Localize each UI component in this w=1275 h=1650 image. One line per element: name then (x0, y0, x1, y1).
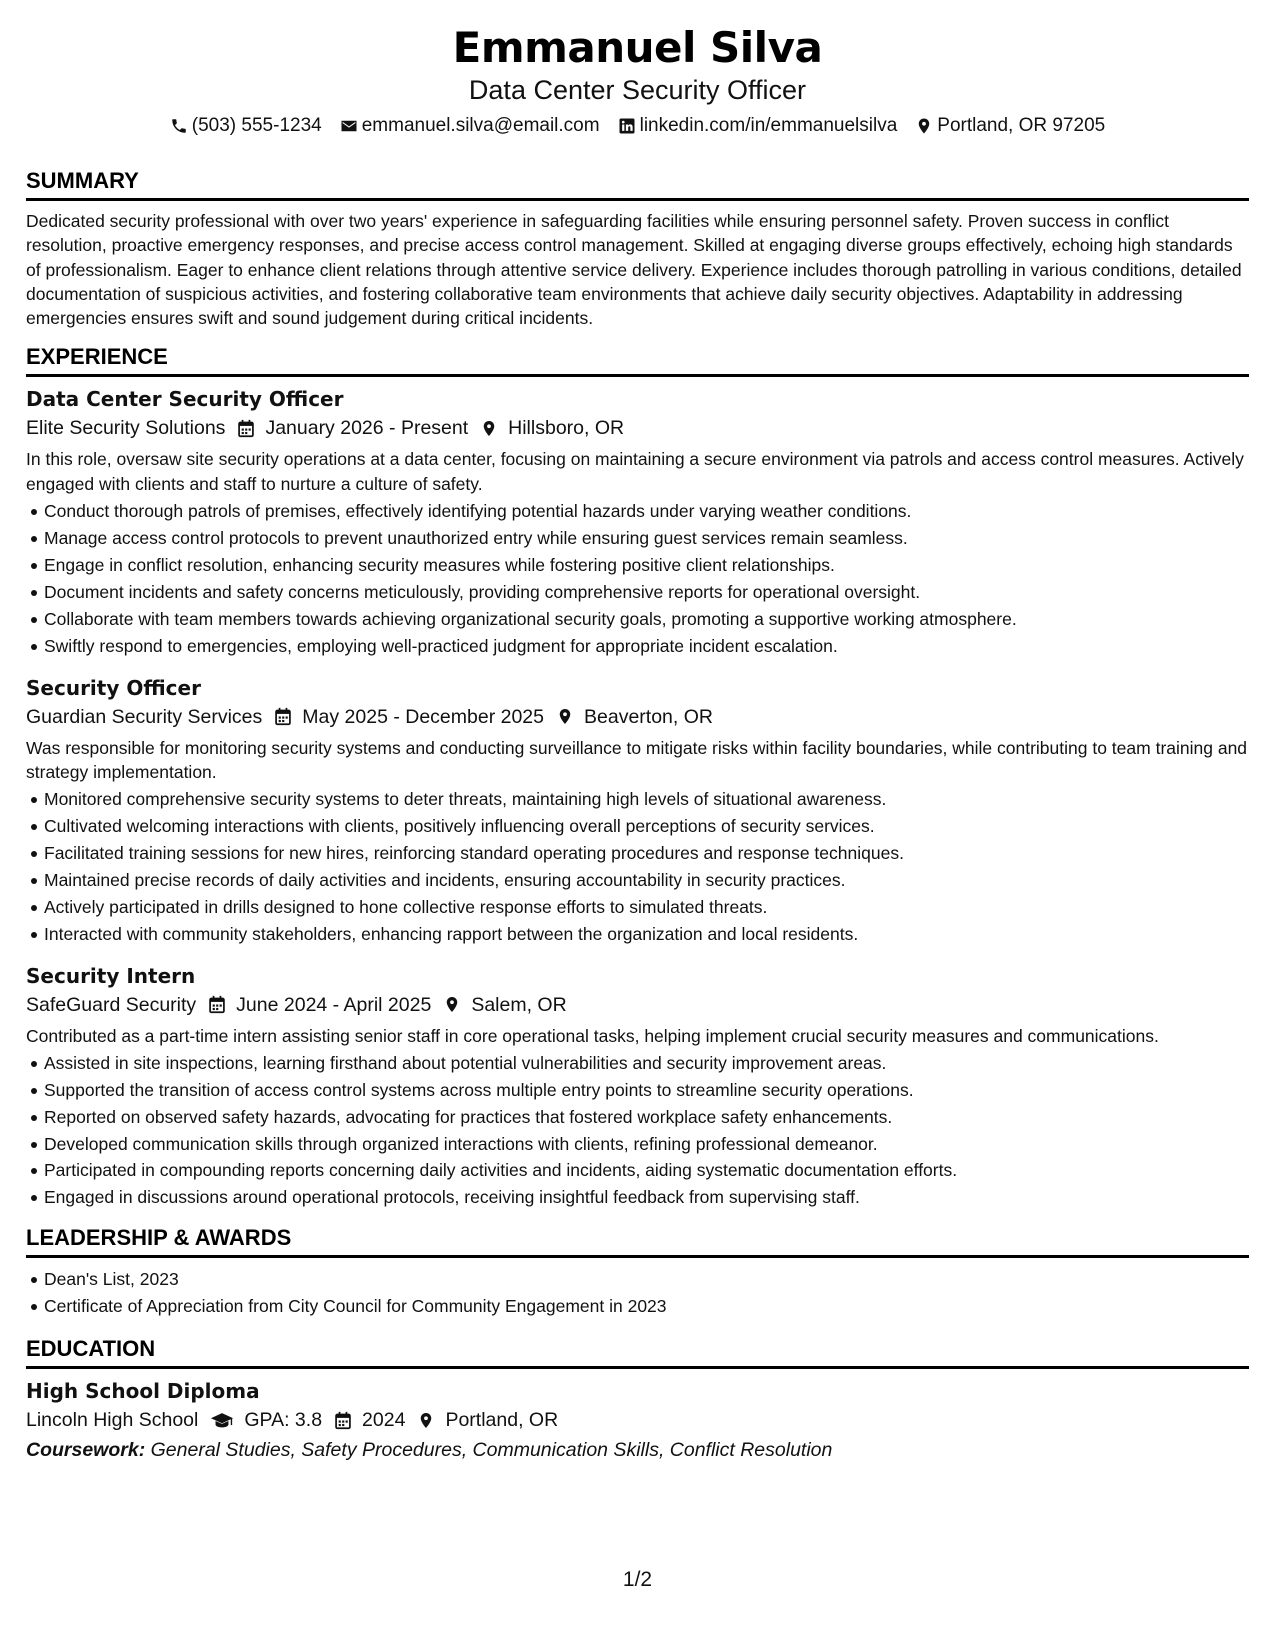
education-meta (26, 1405, 1249, 1435)
list-item: Maintained precise records of daily activities and incidents, ensuring accountability in security practices. (26, 867, 1249, 894)
summary-section (26, 168, 1249, 330)
job-dates: May 2025 - December 2025 (302, 705, 544, 728)
map-pin-icon (480, 419, 498, 438)
list-item: Facilitated training sessions for new hires, reinforcing standard operating procedures and response techniques. (26, 840, 1249, 867)
job-company: Elite Security Solutions (26, 417, 226, 440)
location-text: Portland, OR 97205 (937, 115, 1106, 136)
experience-section (26, 344, 1249, 1211)
contact-phone[interactable] (170, 114, 322, 138)
job-company: SafeGuard Security (26, 993, 197, 1016)
phone-text: (503) 555-1234 (191, 115, 322, 136)
map-pin-icon (915, 117, 933, 135)
list-item: Developed communication skills through organized interactions with clients, refining professional demeanor. (26, 1131, 1249, 1158)
contact-email[interactable] (340, 114, 600, 138)
map-pin-icon (417, 1411, 435, 1430)
list-item: Certificate of Appreciation from City Council for Community Engagement in 2023 (26, 1293, 1249, 1320)
job-title: Security Officer (26, 675, 201, 700)
coursework-label: Coursework: (26, 1439, 146, 1462)
list-item: Reported on observed safety hazards, advocating for practices that fostered workplace safety enhancements. (26, 1104, 1249, 1131)
list-item: Document incidents and safety concerns meticulously, providing comprehensive reports for operational oversight. (26, 579, 1249, 606)
list-item: Conduct thorough patrols of premises, effectively identifying potential hazards under varying weather conditions. (26, 498, 1249, 525)
list-item: Swiftly respond to emergencies, employing well-practiced judgment for appropriate incident escalation. (26, 633, 1249, 660)
job-description: In this role, oversaw site security operations at a data center, focusing on maintaining a secure environment via patrols and access control measures. Actively engaged with clients and staff to nurture a culture of safety. (26, 449, 1244, 494)
phone-icon (170, 117, 188, 135)
list-item: Engaged in discussions around operational protocols, receiving insightful feedback from supervising staff. (26, 1184, 1249, 1211)
job-location: Salem, OR (471, 993, 567, 1016)
job-meta (26, 702, 1249, 732)
job-meta (26, 990, 1249, 1020)
map-pin-icon (556, 707, 574, 726)
education-heading: EDUCATION (26, 1336, 1249, 1369)
envelope-icon (340, 117, 358, 135)
job-meta (26, 413, 1249, 443)
job-company: Guardian Security Services (26, 705, 263, 728)
list-item: Interacted with community stakeholders, enhancing rapport between the organization and local residents. (26, 921, 1249, 948)
education-section (26, 1336, 1249, 1465)
job-entry (26, 962, 1249, 1212)
job-location: Beaverton, OR (584, 705, 713, 728)
list-item: Cultivated welcoming interactions with clients, positively influencing overall perceptions of security services. (26, 813, 1249, 840)
list-item: Participated in compounding reports concerning daily activities and incidents, aiding systematic documentation efforts. (26, 1157, 1249, 1184)
leadership-list (26, 1266, 1249, 1320)
list-item: Collaborate with team members towards achieving organizational security goals, promoting a supportive working atmosphere. (26, 606, 1249, 633)
list-item: Dean's List, 2023 (26, 1266, 1249, 1293)
job-dates: June 2024 - April 2025 (236, 993, 432, 1016)
school-name: Lincoln High School (26, 1409, 199, 1432)
list-item: Engage in conflict resolution, enhancing security measures while fostering positive client relationships. (26, 552, 1249, 579)
page-number: 1/2 (622, 1568, 653, 1591)
list-item: Actively participated in drills designed to hone collective response efforts to simulated threats. (26, 894, 1249, 921)
graduation-cap-icon (210, 1411, 234, 1430)
calendar-icon (208, 995, 226, 1014)
job-entry (26, 385, 1249, 659)
calendar-icon (274, 707, 292, 726)
experience-heading: EXPERIENCE (26, 344, 1249, 377)
job-location: Hillsboro, OR (508, 417, 625, 440)
coursework-text: General Studies, Safety Procedures, Communication Skills, Conflict Resolution (150, 1439, 833, 1462)
school-location: Portland, OR (445, 1409, 559, 1432)
job-bullets (26, 786, 1249, 947)
job-title: Security Intern (26, 963, 196, 988)
calendar-icon (334, 1411, 352, 1430)
calendar-icon (237, 419, 255, 438)
list-item: Manage access control protocols to prevent unauthorized entry while ensuring guest services remain seamless. (26, 525, 1249, 552)
job-description: Contributed as a part-time intern assisting senior staff in core operational tasks, helping implement crucial security measures and communications. (26, 1025, 1159, 1046)
contact-location (915, 114, 1105, 138)
graduation-year: 2024 (362, 1409, 406, 1432)
candidate-name: Emmanuel Silva (452, 23, 823, 72)
leadership-section (26, 1225, 1249, 1320)
list-item: Supported the transition of access control systems across multiple entry points to streamline security operations. (26, 1077, 1249, 1104)
list-item: Monitored comprehensive security systems to deter threats, maintaining high levels of situational awareness. (26, 786, 1249, 813)
linkedin-icon (618, 117, 636, 135)
summary-heading: SUMMARY (26, 168, 1249, 201)
job-dates: January 2026 - Present (265, 417, 469, 440)
coursework-line (26, 1435, 1249, 1465)
job-title: Data Center Security Officer (26, 387, 344, 412)
summary-text: Dedicated security professional with over two years' experience in safeguarding facilities while ensuring personnel safety. Proven success in conflict resolution, proactive emergency responses, and precise access control management. Skilled at engaging diverse groups effectively, echoing high standards of professionalism. Eager to enhance client relations through attentive service delivery. Experience includes thorough patrolling in various conditions, detailed documentation of suspicious activities, and fostering collaborative team environments that achieve daily security objectives. Adaptability in addressing emergencies ensures swift and sound judgement during critical incidents. (26, 211, 1242, 329)
linkedin-text: linkedin.com/in/emmanuelsilva (639, 115, 898, 136)
list-item: Assisted in site inspections, learning firsthand about potential vulnerabilities and security improvement areas. (26, 1050, 1249, 1077)
job-bullets (26, 498, 1249, 659)
job-bullets (26, 1050, 1249, 1211)
candidate-title: Data Center Security Officer (468, 75, 807, 105)
contact-linkedin[interactable] (618, 114, 898, 138)
job-description: Was responsible for monitoring security systems and conducting surveillance to mitigate risks within facility boundaries, while contributing to team training and strategy implementation. (26, 737, 1248, 782)
leadership-heading: LEADERSHIP & AWARDS (26, 1225, 1249, 1258)
degree-title: High School Diploma (26, 1379, 260, 1404)
gpa-text: GPA: 3.8 (244, 1409, 323, 1432)
contact-bar (26, 114, 1249, 138)
email-text: emmanuel.silva@email.com (361, 115, 600, 136)
job-entry (26, 674, 1249, 948)
map-pin-icon (443, 995, 461, 1014)
resume-header (26, 0, 1249, 138)
